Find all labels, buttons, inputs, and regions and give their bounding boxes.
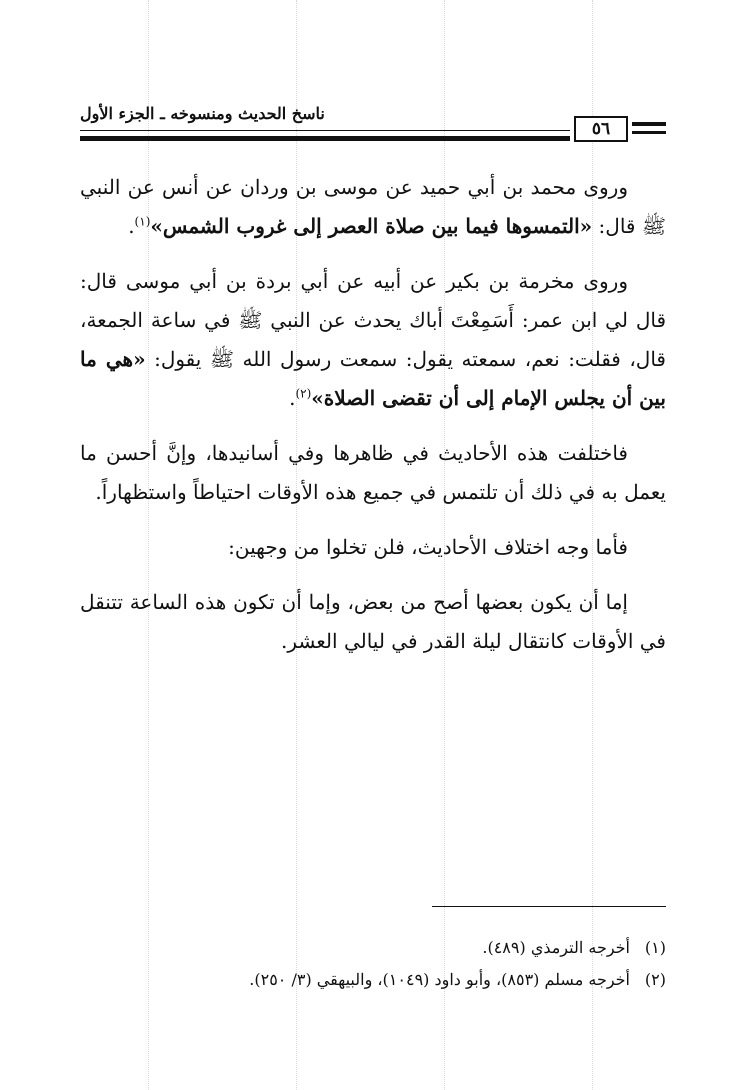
footnote (80, 964, 666, 996)
hadith-quote: «هي ما بين أن يجلس الإمام إلى أن تقضى الصلاة» (80, 347, 666, 410)
footnote (80, 932, 666, 964)
paragraph: فأما وجه اختلاف الأحاديث، فلن تخلوا من وجهين: (228, 535, 628, 559)
footnote-text: أخرجه مسلم (٨٥٣)، وأبو داود (١٠٤٩)، والبيهقي (٣/ ٢٥٠). (249, 970, 630, 989)
header-ornament (632, 131, 666, 134)
footnote-text: أخرجه الترمذي (٤٨٩). (482, 938, 630, 957)
header-title: ناسخ الحديث ومنسوخه ـ الجزء الأول (80, 104, 325, 123)
paragraph-text: . (128, 214, 135, 238)
header-ornament (632, 122, 666, 126)
paragraph (80, 262, 666, 418)
footnote-ref: (١) (134, 214, 151, 229)
header-rule-thin (80, 130, 570, 131)
paragraph: فاختلفت هذه الأحاديث في ظاهرها وفي أسانيدها، وإنَّ أحسن ما يعمل به في ذلك أن تلتمس في جميع هذه الأوقات احتياطاً واستظهاراً. (80, 441, 666, 504)
header-rule-thick (80, 136, 570, 141)
paragraph-text: وروى محمد بن أبي حميد عن موسى بن وردان عن أنس عن النبي ﷺ قال: (80, 175, 666, 238)
main-text (80, 168, 666, 677)
hadith-quote: «التمسوها فيما بين صلاة العصر إلى غروب الشمس» (150, 214, 593, 238)
page-number: ٥٦ (574, 116, 628, 142)
paragraph-text: وروى مخرمة بن بكير عن أبيه عن أبي بردة بن أبي موسى قال: قال لي ابن عمر: أَسَمِعْتَ أباك يحدث عن النبي ﷺ في ساعة الجمعة، قال، فقلت: نعم، سمعته يقول: سمعت رسول الله ﷺ يقول: (80, 269, 666, 371)
paragraph (80, 168, 666, 246)
paragraph: إما أن يكون بعضها أصح من بعض، وإما أن تكون هذه الساعة تتنقل في الأوقات كانتقال ليلة القدر في ليالي العشر. (80, 590, 666, 653)
footnote-ref: (٢) (295, 386, 312, 401)
footnotes (80, 932, 666, 996)
footnote-separator (432, 906, 666, 907)
paragraph-text: . (289, 386, 296, 410)
running-header (80, 100, 666, 148)
footnote-number: (٢) (644, 970, 666, 989)
footnote-number: (١) (644, 938, 666, 957)
